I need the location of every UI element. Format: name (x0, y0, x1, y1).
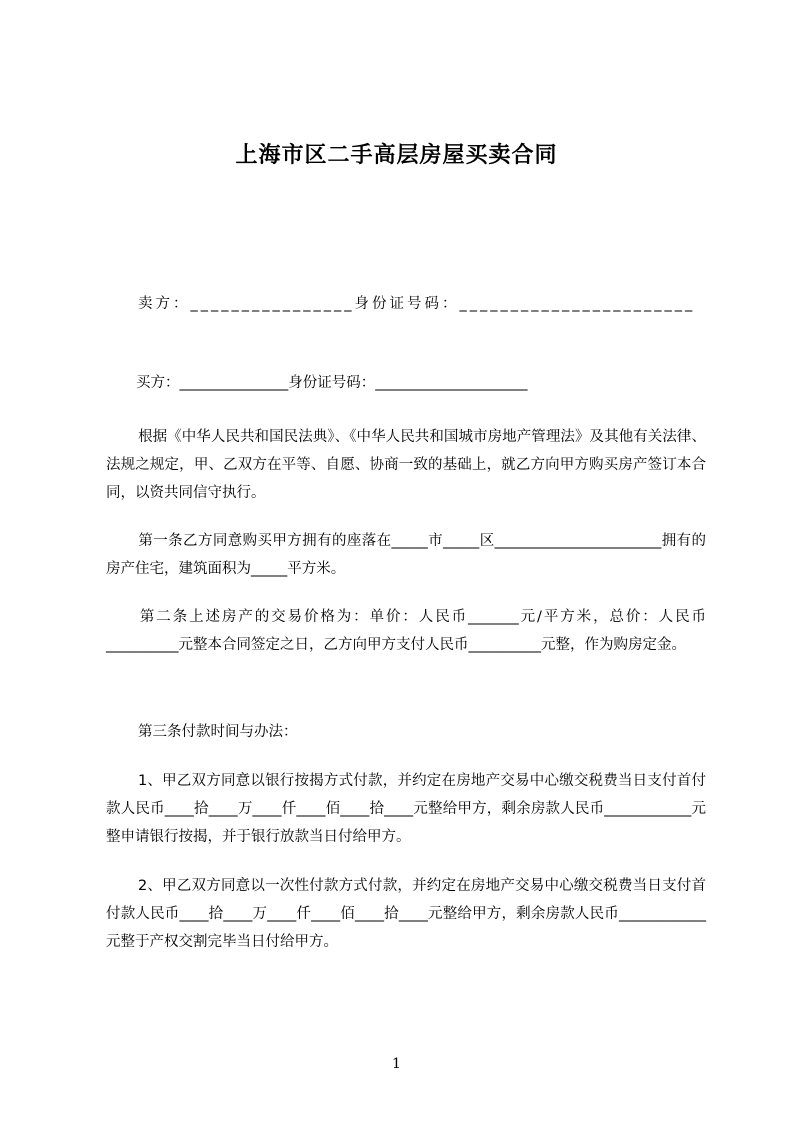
clause-2-text: 2、甲乙双方同意以一次性付款方式付款，并约定在房地产交易中心缴交税费当日支付首付款人民币____拾____万____仟____佰____拾____元整给甲方，剩余房款人民币____________元整于产权交割完毕当日付给甲方。 (106, 878, 706, 950)
buyer-line: 买方：_______________身份证号码：_____________________ (136, 375, 528, 391)
preamble-text: 根据《中华人民共和国民法典》、《中华人民共和国城市房地产管理法》及其他有关法律、法规之规定，甲、乙双方在平等、自愿、协商一致的基础上，就乙方向甲方购买房产签订本合同，以资共同信守执行。 (106, 429, 706, 501)
preamble-paragraph (106, 423, 706, 507)
page-title: 上海市区二手高层房屋买卖合同 (235, 143, 558, 168)
article-3-heading (106, 718, 706, 746)
clause-2-paragraph (106, 872, 706, 956)
article-1-text: 第一条乙方同意购买甲方拥有的座落在_____市_____区_______________________拥有的房产住宅，建筑面积为_____平方米。 (106, 533, 706, 577)
article-3-heading-text: 第三条付款时间与办法： (138, 724, 298, 740)
seller-line: 卖方：________________身份证号码：_______________________ (138, 296, 696, 312)
article-1-paragraph (106, 527, 706, 583)
article-2-paragraph (106, 603, 706, 659)
page-number: 1 (392, 1056, 401, 1072)
clause-1-text: 1、甲乙双方同意以银行按揭方式付款，并约定在房地产交易中心缴交税费当日支付首付款人民币____拾____万____仟____佰____拾____元整给甲方，剩余房款人民币____________元整申请银行按揭，并于银行放款当日付给甲方。 (106, 773, 706, 845)
clause-1-paragraph (106, 767, 706, 851)
article-2-text: 第二条上述房产的交易价格为：单价：人民币_______元/平方米，总价：人民币__________元整本合同签定之日，乙方向甲方支付人民币__________元整，作为购房定金。 (106, 609, 706, 653)
